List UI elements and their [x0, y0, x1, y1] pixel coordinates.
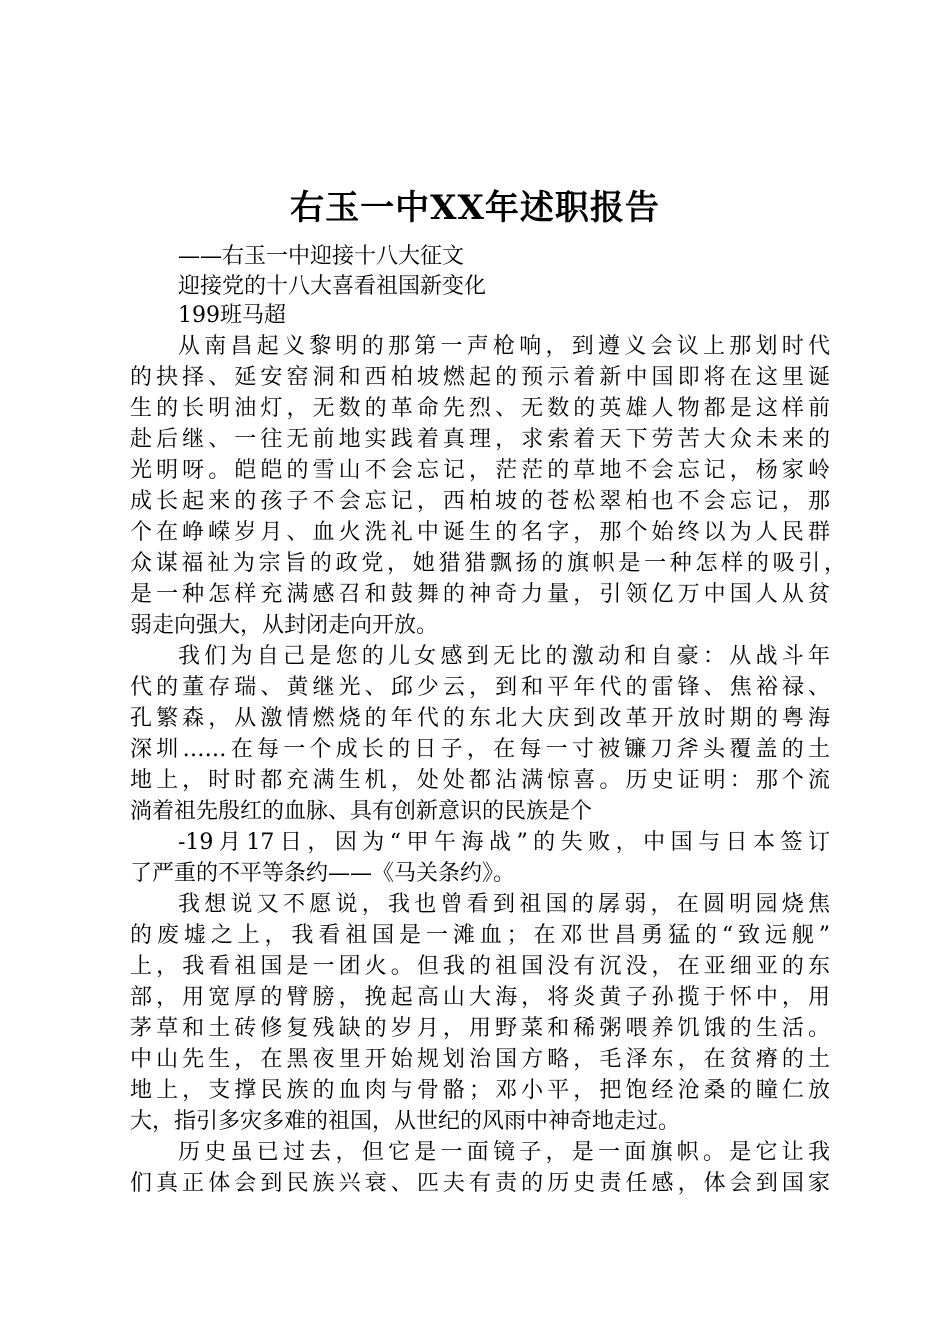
body-line: 我想说又不愿说，我也曾看到祖国的孱弱，在圆明园烧焦 [178, 892, 830, 917]
body-line: 代的董存瑞、黄继光、邱少云，到和平年代的雷锋、焦裕禄、 [130, 675, 830, 700]
body-line: 地上，支撑民族的血肉与骨骼；邓小平，把饱经沧桑的瞳仁放 [130, 1078, 830, 1103]
body-line: 了严重的不平等条约——《马关条约》。 [130, 861, 516, 886]
author-line: 199班马超 [178, 303, 286, 328]
body-line: 光明呀。皑皑的雪山不会忘记，茫茫的草地不会忘记，杨家岭 [130, 458, 830, 483]
body-line: 部，用宽厚的臂膀，挽起高山大海，将炎黄子孙揽于怀中，用 [130, 985, 830, 1010]
body-line: 的废墟之上，我看祖国是一滩血；在邓世昌勇猛的“致远舰” [130, 923, 830, 948]
body-line: 茅草和土砖修复残缺的岁月，用野菜和稀粥喂养饥饿的生活。 [130, 1016, 830, 1041]
body-line: 大，指引多灾多难的祖国，从世纪的风雨中神奇地走过。 [130, 1109, 681, 1134]
body-line: -19月17日，因为“甲午海战”的失败，中国与日本签订 [178, 830, 830, 855]
body-line: 我们为自己是您的儿女感到无比的激动和自豪：从战斗年 [178, 644, 830, 669]
body-line: 成长起来的孩子不会忘记，西柏坡的苍松翠柏也不会忘记，那 [130, 489, 830, 514]
body-line: 是一种怎样充满感召和鼓舞的神奇力量，引领亿万中国人从贫 [130, 582, 830, 607]
body-line: 的抉择、延安窑洞和西柏坡燃起的预示着新中国即将在这里诞 [130, 365, 830, 390]
body-line: 赴后继、一往无前地实践着真理，求索着天下劳苦大众未来的 [130, 427, 830, 452]
body-line: 从南昌起义黎明的那第一声枪响，到遵义会议上那划时代 [178, 334, 830, 359]
body-line: 生的长明油灯，无数的革命先烈、无数的英雄人物都是这样前 [130, 396, 830, 421]
body-line: 弱走向强大，从封闭走向开放。 [130, 613, 439, 638]
body-line: 上，我看祖国是一团火。但我的祖国没有沉没，在亚细亚的东 [130, 954, 830, 979]
body-line: 淌着祖先殷红的血脉、具有创新意识的民族是个 [130, 799, 593, 824]
body-line: 历史虽已过去，但它是一面镜子，是一面旗帜。是它让我 [178, 1140, 830, 1165]
body-line: 中山先生，在黑夜里开始规划治国方略，毛泽东，在贫瘠的土 [130, 1047, 830, 1072]
theme-line: 迎接党的十八大喜看祖国新变化 [178, 274, 487, 299]
body-line: 深圳……在每一个成长的日子，在每一寸被镰刀斧头覆盖的土 [130, 737, 830, 762]
document-title: 右玉一中XX年述职报告 [290, 188, 660, 228]
body-line: 地上，时时都充满生机，处处都沾满惊喜。历史证明：那个流 [130, 768, 830, 793]
body-line: 们真正体会到民族兴衰、匹夫有责的历史责任感，体会到国家 [130, 1171, 830, 1196]
body-line: 个在峥嵘岁月、血火洗礼中诞生的名字，那个始终以为人民群 [130, 520, 830, 545]
body-line: 众谋福祉为宗旨的政党，她猎猎飘扬的旗帜是一种怎样的吸引， [130, 551, 846, 576]
subtitle: ——右玉一中迎接十八大征文 [178, 244, 465, 269]
body-line: 孔繁森，从激情燃烧的年代的东北大庆到改革开放时期的粤海 [130, 706, 830, 731]
